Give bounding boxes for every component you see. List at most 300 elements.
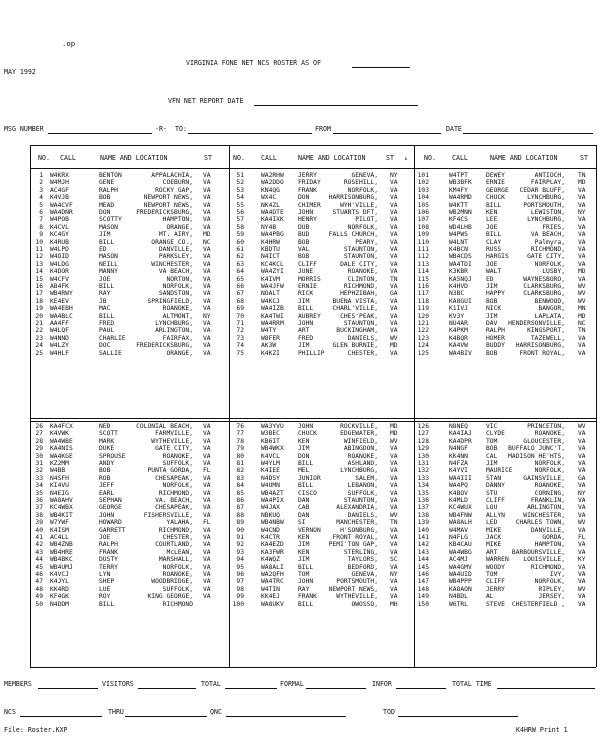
location: SUFFOLK,: [162, 460, 193, 467]
row-number: 106: [417, 209, 429, 216]
table-row: [230, 438, 413, 445]
row-number: 87: [236, 504, 244, 512]
operator-name: DON: [298, 452, 310, 460]
row-number: 110: [417, 238, 429, 246]
location: ROCKY GAP,: [155, 186, 193, 194]
state: WV: [578, 297, 586, 305]
row-number: 11: [35, 246, 43, 253]
row-number: 114: [417, 268, 429, 276]
table-row: [31, 541, 228, 548]
callsign: W4POB: [50, 216, 69, 224]
operator-name: DAN: [298, 511, 310, 519]
state: NY: [578, 489, 586, 497]
table-row: [415, 290, 595, 297]
row-number: 1: [39, 172, 43, 179]
table-row: [415, 445, 595, 452]
operator-name: RALPH: [99, 541, 118, 549]
row-number: 134: [417, 482, 429, 490]
callsign: WA4RMD: [449, 194, 472, 202]
callsign: N4DSY: [261, 474, 280, 482]
location: APPALACHIA,: [151, 172, 193, 179]
callsign: N4DDM: [50, 600, 69, 608]
callsign: WA4TRC: [261, 578, 284, 586]
table-row: [31, 253, 228, 260]
col-name-2: NAME AND LOCATION: [298, 154, 366, 162]
operator-name: ERNIE: [298, 283, 317, 290]
callsign: AC4LL: [50, 534, 69, 541]
location: GLEN BURNIE,: [332, 342, 378, 350]
state: VA: [578, 593, 586, 601]
state: VA: [390, 585, 398, 593]
row-number: 121: [417, 320, 429, 327]
callsign: K4YVI: [449, 467, 468, 475]
operator-name: JIM: [486, 312, 498, 320]
state: VA: [390, 320, 398, 327]
callsign: WA4PQ: [449, 482, 468, 490]
state: VA: [203, 445, 211, 453]
table-row: [230, 445, 413, 452]
location: CHARLES TOWN,: [515, 519, 565, 527]
operator-name: SALLIE: [99, 349, 122, 357]
state: VA: [203, 548, 211, 556]
state: VA: [203, 186, 211, 194]
location: HAMPTON,: [162, 216, 193, 224]
callsign: NU4AR: [449, 320, 468, 327]
row-number: 104: [417, 194, 429, 202]
table-row: [31, 298, 228, 305]
location: WINCHESTER,: [151, 260, 193, 268]
table-row: [230, 231, 413, 238]
operator-name: ART: [298, 327, 310, 335]
state: WV: [578, 290, 586, 298]
operator-name: BOB: [298, 253, 310, 261]
row-number: 64: [236, 268, 244, 276]
location: STAUNTON,: [343, 253, 378, 261]
state: VA: [390, 497, 398, 504]
visitors-label: VISITORS: [102, 680, 134, 688]
location: LEBANON,: [347, 482, 378, 490]
state: VA: [203, 283, 211, 290]
location: MANCHESTER,: [336, 519, 378, 527]
location: FISHERSVILLE,: [143, 511, 193, 519]
location: LYNCHBURG,: [155, 320, 193, 327]
roster-block-101-125: [415, 172, 595, 357]
col-no-2: NO.: [233, 154, 245, 162]
callsign: WA2RHW: [261, 172, 284, 179]
operator-name: BOB: [99, 467, 111, 475]
table-row: [415, 423, 595, 430]
table-row: [415, 239, 595, 246]
table-row: [230, 246, 413, 253]
location: ANTIOCH,: [534, 172, 565, 179]
callsign: NBKUQ: [261, 511, 280, 519]
location: SUFFOLK,: [347, 489, 378, 497]
row-number: 3: [39, 186, 43, 194]
location: YALAHA,: [166, 519, 193, 527]
callsign: K1IVJ: [449, 305, 468, 313]
row-number: 125: [417, 349, 429, 357]
callsign: WA8ALH: [449, 519, 472, 527]
table-row: [230, 327, 413, 334]
callsign: WB4UMJ: [50, 563, 73, 571]
operator-name: GENE: [99, 179, 115, 187]
state: VA: [203, 534, 211, 541]
roster-block-1-25: [31, 172, 228, 357]
location: CHESTER,: [162, 534, 193, 541]
col-no-1: NO.: [38, 154, 50, 162]
table-row: [230, 305, 413, 312]
row-number: 65: [236, 275, 244, 283]
row-number: 46: [35, 571, 43, 578]
table-row: [31, 216, 228, 223]
state: VA: [390, 563, 398, 571]
table-row: [230, 423, 413, 430]
location: NORFOLK,: [347, 186, 378, 194]
state: VA: [578, 541, 586, 549]
operator-name: FRIDAY: [298, 179, 321, 187]
table-row: [230, 283, 413, 290]
callsign: WA4TDI: [449, 260, 472, 268]
operator-name: JOHN: [99, 511, 115, 519]
state: WV: [578, 519, 586, 527]
callsign: K4KZI: [261, 349, 280, 357]
state: VA: [578, 223, 586, 231]
state: TN: [578, 172, 586, 179]
state: WV: [390, 334, 398, 342]
callsign: W4KTT: [449, 201, 468, 209]
state: VA: [203, 571, 211, 578]
row-number: 31: [35, 460, 43, 467]
state: VA: [390, 246, 398, 253]
operator-name: CHUCK: [486, 194, 505, 202]
callsign: W4MAV: [449, 526, 468, 534]
table-row: [31, 231, 228, 238]
location: VA BEACH,: [530, 231, 565, 239]
table-row: [415, 467, 595, 474]
row-number: 136: [417, 497, 429, 504]
row-number: 25: [35, 349, 43, 357]
row-number: 67: [236, 290, 244, 298]
operator-name: MAC: [99, 305, 111, 313]
table-row: [415, 320, 595, 327]
callsign: W4OID: [50, 253, 69, 261]
table-row: [415, 350, 595, 357]
row-number: 122: [417, 327, 429, 335]
callsign: WA8UKV: [261, 600, 284, 608]
row-number: 51: [236, 172, 244, 179]
table-row: [31, 239, 228, 246]
table-row: [230, 350, 413, 357]
row-number: 10: [35, 238, 43, 246]
table-row: [31, 556, 228, 563]
state: KY: [578, 556, 586, 564]
state: VA: [578, 548, 586, 556]
location: LUSBY,: [542, 268, 565, 276]
callsign: W4NND: [50, 334, 69, 342]
location: DANIELS,: [347, 334, 378, 342]
operator-name: ALLYN: [486, 511, 505, 519]
state: FL: [203, 519, 211, 527]
table-row: [415, 534, 595, 541]
operator-name: SEPHAN: [99, 497, 122, 504]
operator-name: HOWARD: [99, 519, 122, 527]
callsign: KK4EJ: [261, 593, 280, 601]
row-number: 24: [35, 342, 43, 350]
operator-name: RALPH: [486, 327, 505, 335]
state: VA: [390, 186, 398, 194]
operator-name: NEILL: [99, 260, 118, 268]
row-number: 66: [236, 283, 244, 290]
state: VA: [203, 268, 211, 276]
callsign: K4DOR: [50, 268, 69, 276]
row-number: 41: [35, 534, 43, 541]
callsign: AK3W: [261, 342, 277, 350]
table-row: [31, 261, 228, 268]
row-number: 34: [35, 482, 43, 490]
table-row: [415, 194, 595, 201]
location: LOUISVILLE,: [523, 556, 565, 564]
table-row: [415, 564, 595, 571]
callsign: KA8AON: [449, 585, 472, 593]
operator-name: KEN: [298, 437, 310, 445]
row-number: 17: [35, 290, 43, 298]
location: STAUNTON,: [343, 497, 378, 504]
state: VA: [390, 526, 398, 534]
operator-name: BILL: [298, 482, 314, 490]
operator-name: AL: [486, 593, 494, 601]
row-number: 150: [417, 600, 429, 608]
callsign: W4LZY: [50, 342, 69, 350]
state: VA: [390, 201, 398, 209]
table-row: [230, 194, 413, 201]
operator-name: JERRY: [298, 172, 317, 179]
table-row: [31, 578, 228, 585]
location: FRIES,: [542, 223, 565, 231]
table-row: [31, 335, 228, 342]
table-row: [415, 586, 595, 593]
location: NORFOLK,: [162, 283, 193, 290]
row-number: 52: [236, 179, 244, 187]
table-row: [230, 268, 413, 275]
row-number: 113: [417, 260, 429, 268]
table-row: [230, 475, 413, 482]
row-number: 23: [35, 334, 43, 342]
location: MT. AIRY,: [158, 231, 193, 239]
state: VA: [203, 504, 211, 512]
operator-name: RAY: [298, 585, 310, 593]
row-number: 16: [35, 283, 43, 290]
callsign: WA2DDO: [261, 179, 284, 187]
state: VA: [578, 342, 586, 350]
row-number: 147: [417, 578, 429, 586]
table-row: [415, 313, 595, 320]
location: LAPLATA,: [534, 312, 565, 320]
operator-name: SPROUSE: [99, 452, 126, 460]
operator-name: MASON: [99, 253, 118, 261]
table-row: [31, 586, 228, 593]
row-number: 63: [236, 260, 244, 268]
table-row: [415, 298, 595, 305]
row-number: 69: [236, 305, 244, 313]
operator-name: CHUCK: [298, 430, 317, 438]
state: NC: [203, 238, 211, 246]
callsign: WA4PIX: [261, 497, 284, 504]
callsign: K4BQR: [449, 334, 468, 342]
state: VA: [203, 201, 211, 209]
state: VA: [390, 349, 398, 357]
callsign: WA8ALI: [261, 563, 284, 571]
operator-name: JIM: [298, 297, 310, 305]
callsign: W4CFV: [50, 275, 69, 283]
row-number: 15: [35, 275, 43, 283]
operator-name: MEAD: [99, 201, 115, 209]
row-number: 71: [236, 320, 244, 327]
table-row: [31, 519, 228, 526]
table-row: [31, 460, 228, 467]
state: NY: [203, 312, 211, 320]
callsign: WA4WBE: [50, 437, 73, 445]
callsign: N4ICT: [261, 253, 280, 261]
operator-name: LOU: [486, 504, 498, 512]
location: PORTSMOUTH,: [336, 578, 378, 586]
table-row: [415, 202, 595, 209]
row-number: 61: [236, 246, 244, 253]
operator-name: EARL: [99, 489, 115, 497]
table-row: [31, 534, 228, 541]
row-number: 8: [39, 223, 43, 231]
table-row: [415, 327, 595, 334]
callsign: WB2MNN: [449, 209, 472, 216]
state: VA: [578, 238, 586, 246]
table-row: [230, 504, 413, 511]
callsign: N4EIG: [50, 489, 69, 497]
operator-name: GEORGE: [486, 186, 509, 194]
operator-name: TERRY: [99, 563, 118, 571]
row-number: 112: [417, 253, 429, 261]
location: FARMVILLE,: [155, 430, 193, 438]
row-number: 144: [417, 556, 429, 564]
state: WV: [390, 511, 398, 519]
state: VA: [203, 593, 211, 601]
operator-name: PHILLIP: [298, 349, 325, 357]
table-row: [230, 276, 413, 283]
location: ARLINGTON,: [527, 504, 565, 512]
callsign: N3BC: [449, 290, 465, 298]
callsign: KB4CAU: [449, 541, 472, 549]
operator-name: BENTON: [99, 172, 122, 179]
row-number: 6: [39, 209, 43, 216]
callsign: K4VWK: [50, 430, 69, 438]
row-number: 102: [417, 179, 429, 187]
operator-name: ART: [486, 548, 498, 556]
row-number: 101: [417, 172, 429, 179]
state: VA: [390, 253, 398, 261]
operator-name: BILL: [298, 305, 314, 313]
location: LYNCHBURG,: [340, 467, 378, 475]
table-row: [230, 512, 413, 519]
location: SPRINGFIELD,: [147, 297, 193, 305]
row-number: 75: [236, 349, 244, 357]
col-call-1: CALL: [60, 154, 76, 162]
location: GAINSVILLE,: [523, 474, 565, 482]
row-number: 111: [417, 246, 429, 253]
location: ROANOKE,: [162, 452, 193, 460]
row-number: 32: [35, 467, 43, 475]
state: MD: [578, 268, 586, 276]
members-label: MEMBERS: [4, 680, 32, 688]
state: WV: [578, 585, 586, 593]
operator-name: RUSS: [486, 246, 502, 253]
location: MARSHALL,: [158, 556, 193, 564]
location: NEWPORT NEWS,: [328, 585, 378, 593]
operator-name: BILL: [99, 283, 115, 290]
state: VA: [578, 578, 586, 586]
table-row: [415, 453, 595, 460]
table-row: [415, 556, 595, 563]
row-number: 45: [35, 563, 43, 571]
callsign: KA3FWR: [261, 548, 284, 556]
row-number: 91: [236, 534, 244, 541]
state: VA: [578, 275, 586, 283]
row-number: 33: [35, 474, 43, 482]
table-row: [415, 261, 595, 268]
state: VA: [578, 511, 586, 519]
state: VA: [203, 275, 211, 283]
row-number: 139: [417, 519, 429, 527]
operator-name: MEL: [298, 467, 310, 475]
row-number: 80: [236, 452, 244, 460]
row-number: 96: [236, 571, 244, 578]
callsign: KM4FY: [449, 186, 468, 194]
location: ROANOKE,: [347, 452, 378, 460]
row-number: 135: [417, 489, 429, 497]
callsign: WA2QFH: [261, 571, 284, 578]
table-row: [31, 482, 228, 489]
table-row: [31, 283, 228, 290]
state: SC: [390, 556, 398, 564]
location: FREDERICKSBURG,: [136, 209, 193, 216]
row-number: 44: [35, 556, 43, 564]
table-row: [230, 593, 413, 600]
state: VA: [203, 585, 211, 593]
operator-name: HARGIS: [486, 253, 509, 261]
table-row: [230, 430, 413, 437]
location: ALEXANDRIA,: [336, 504, 378, 512]
operator-name: AUBREY: [298, 312, 321, 320]
state: VA: [203, 216, 211, 224]
table-row: [31, 601, 228, 608]
callsign: K4HRW: [261, 238, 280, 246]
table-row: [230, 549, 413, 556]
operator-name: FRED: [99, 320, 115, 327]
location: NORFOLK,: [534, 578, 565, 586]
location: Palmyra,: [534, 238, 565, 246]
table-row: [31, 350, 228, 357]
callsign: WA4GMV: [449, 563, 472, 571]
operator-name: TOM: [298, 571, 310, 578]
location: FRONT ROYAL,: [519, 349, 565, 357]
location: CLARKSBURG,: [523, 283, 565, 290]
operator-name: BUDDY: [486, 342, 505, 350]
callsign: WA4UID: [449, 571, 472, 578]
location: STAUNTON,: [343, 246, 378, 253]
table-row: [31, 453, 228, 460]
operator-name: ERNIE: [486, 179, 505, 187]
state: VA: [390, 474, 398, 482]
callsign: W4LDG: [50, 260, 69, 268]
row-number: 143: [417, 548, 429, 556]
table-row: [31, 194, 228, 201]
